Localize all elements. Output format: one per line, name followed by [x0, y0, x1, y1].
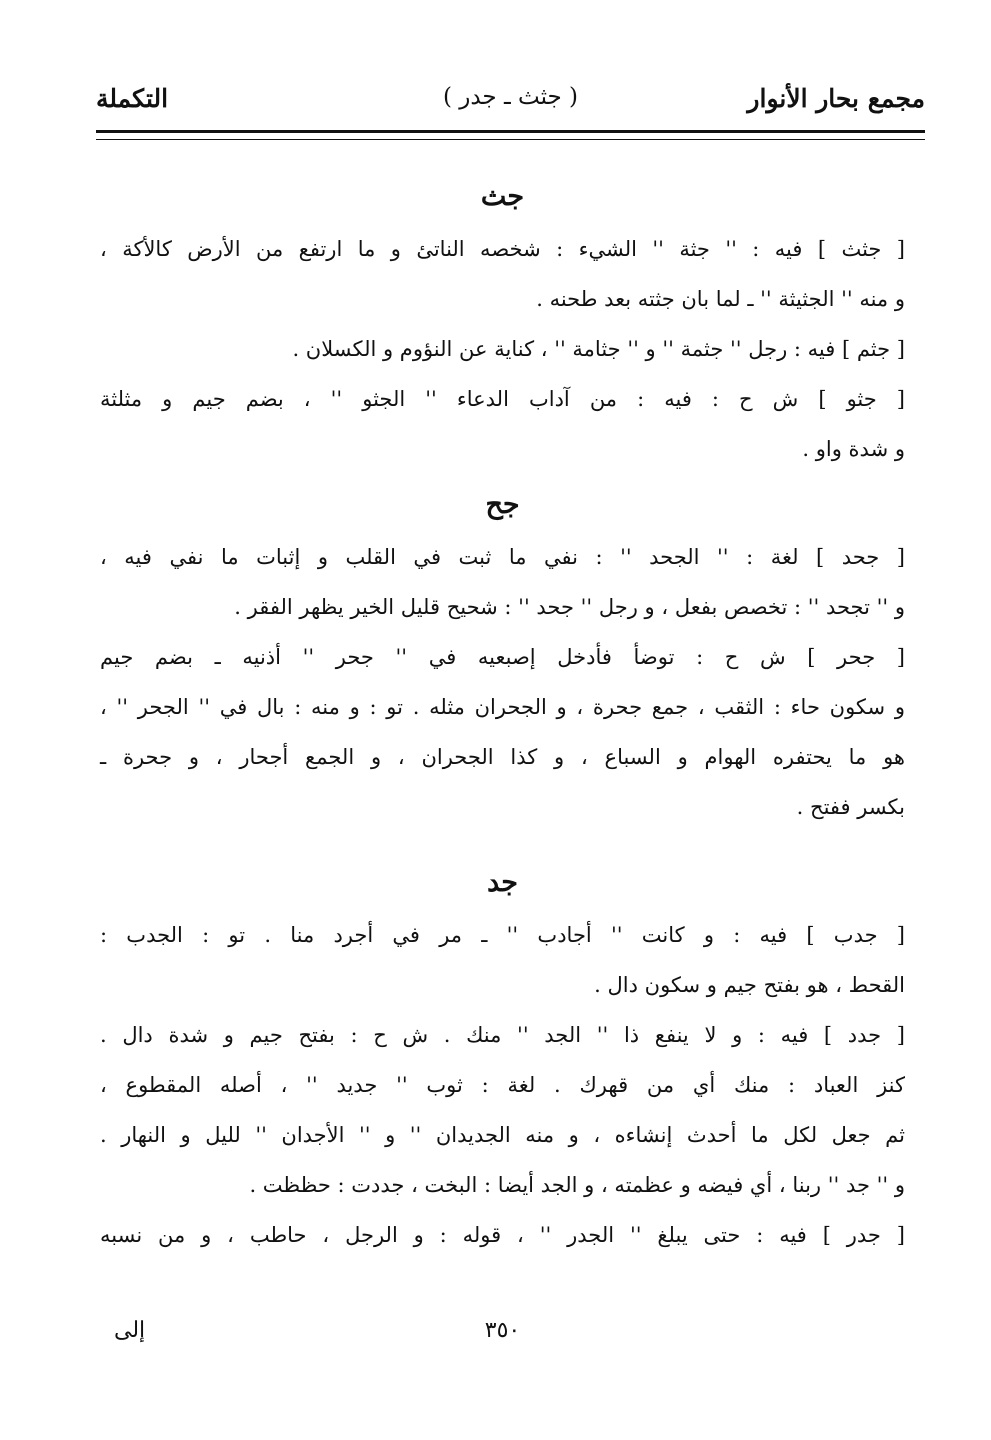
catchword: إلى — [114, 1318, 146, 1343]
entry-line: هو ما يحتفره الهوام و السباع ، و كذا الجحران ، و الجمع أجحار ، و جحرة ـ — [100, 745, 905, 769]
entry-line: [ جثث ] فيه : '' جثة '' الشيء : شخصه الناتئ و ما ارتفع من الأرض كالأكة ، — [100, 237, 905, 261]
entry-jadd — [100, 1010, 905, 1210]
entry-line: و '' جد '' ربنا ، أي فيضه و عظمته ، و الجد أيضا : البخت ، جددت : حظظت . — [249, 1173, 905, 1197]
section-heading: جح — [485, 489, 520, 520]
entry-line: [ جحر ] ش ح : توضأ فأدخل إصبعيه في '' جحر '' أذنيه ـ بضم جيم — [100, 645, 905, 669]
entry-jadb — [100, 910, 905, 1010]
section-heading: جد — [487, 867, 518, 898]
header-rule-thin — [96, 139, 925, 140]
section-heading: جث — [480, 181, 525, 212]
entry-jahd — [100, 532, 905, 632]
entry-line: و منه '' الجثيثة '' ـ لما بان جثته بعد طحنه . — [536, 287, 905, 311]
entry-line: بكسر ففتح . — [796, 795, 905, 819]
root-range: ( جثث ـ جدر ) — [442, 84, 579, 110]
entry-line: [ جدد ] فيه : و لا ينفع ذا '' الجد '' منك . ش ح : بفتح جيم و شدة دال . — [100, 1023, 905, 1047]
header-rule-thick — [96, 130, 925, 133]
entry-line: [ جثم ] فيه : رجل '' جثمة '' و '' جثامة '' ، كناية عن النؤوم و الكسلان . — [292, 337, 905, 361]
entry-line: و سكون حاء : الثقب ، جمع جحرة ، و الجحران مثله . تو : و منه : بال في '' الجحر '' ، — [100, 695, 905, 719]
entry-line: و '' تجحد '' : تخصص بفعل ، و رجل '' جحد '' : شحيح قليل الخير يظهر الفقر . — [234, 595, 905, 619]
entry-jathm — [100, 324, 905, 374]
entry-line: [ جحد ] لغة : '' الجحد '' : نفي ما ثبت في القلب و إثبات ما نفي فيه ، — [100, 545, 905, 569]
volume-label: التكملة — [96, 84, 169, 113]
entry-line: و شدة واو . — [802, 437, 905, 461]
entry-jahr — [100, 632, 905, 832]
page-footer — [100, 1318, 905, 1358]
page-body — [100, 170, 905, 1260]
entry-line: [ جثو ] ش ح : فيه : من آداب الدعاء '' الجثو '' ، بضم جيم و مثلثة — [100, 387, 905, 411]
entry-line: ثم جعل لكل ما أحدث إنشاءه ، و منه الجديدان '' و '' الأجدان '' لليل و النهار . — [100, 1123, 905, 1147]
entry-line: [ جدب ] فيه : و كانت '' أجادب '' ـ مر في أجرد منا . تو : الجدب : — [100, 923, 905, 947]
page-number: ٣٥٠ — [484, 1318, 521, 1343]
entry-jathw — [100, 374, 905, 474]
entry-line: [ جدر ] فيه : حتى يبلغ '' الجدر '' ، قوله : و الرجل ، حاطب ، و من نسبه — [100, 1223, 905, 1247]
entry-jadr — [100, 1210, 905, 1260]
entry-line: كنز العباد : منك أي من قهرك . لغة : ثوب '' جديد '' ، أصله المقطوع ، — [100, 1073, 905, 1097]
book-title: مجمع بحار الأنوار — [747, 84, 925, 113]
entry-line: القحط ، هو بفتح جيم و سكون دال . — [594, 973, 905, 997]
entry-jathth — [100, 224, 905, 324]
running-head — [96, 84, 925, 124]
